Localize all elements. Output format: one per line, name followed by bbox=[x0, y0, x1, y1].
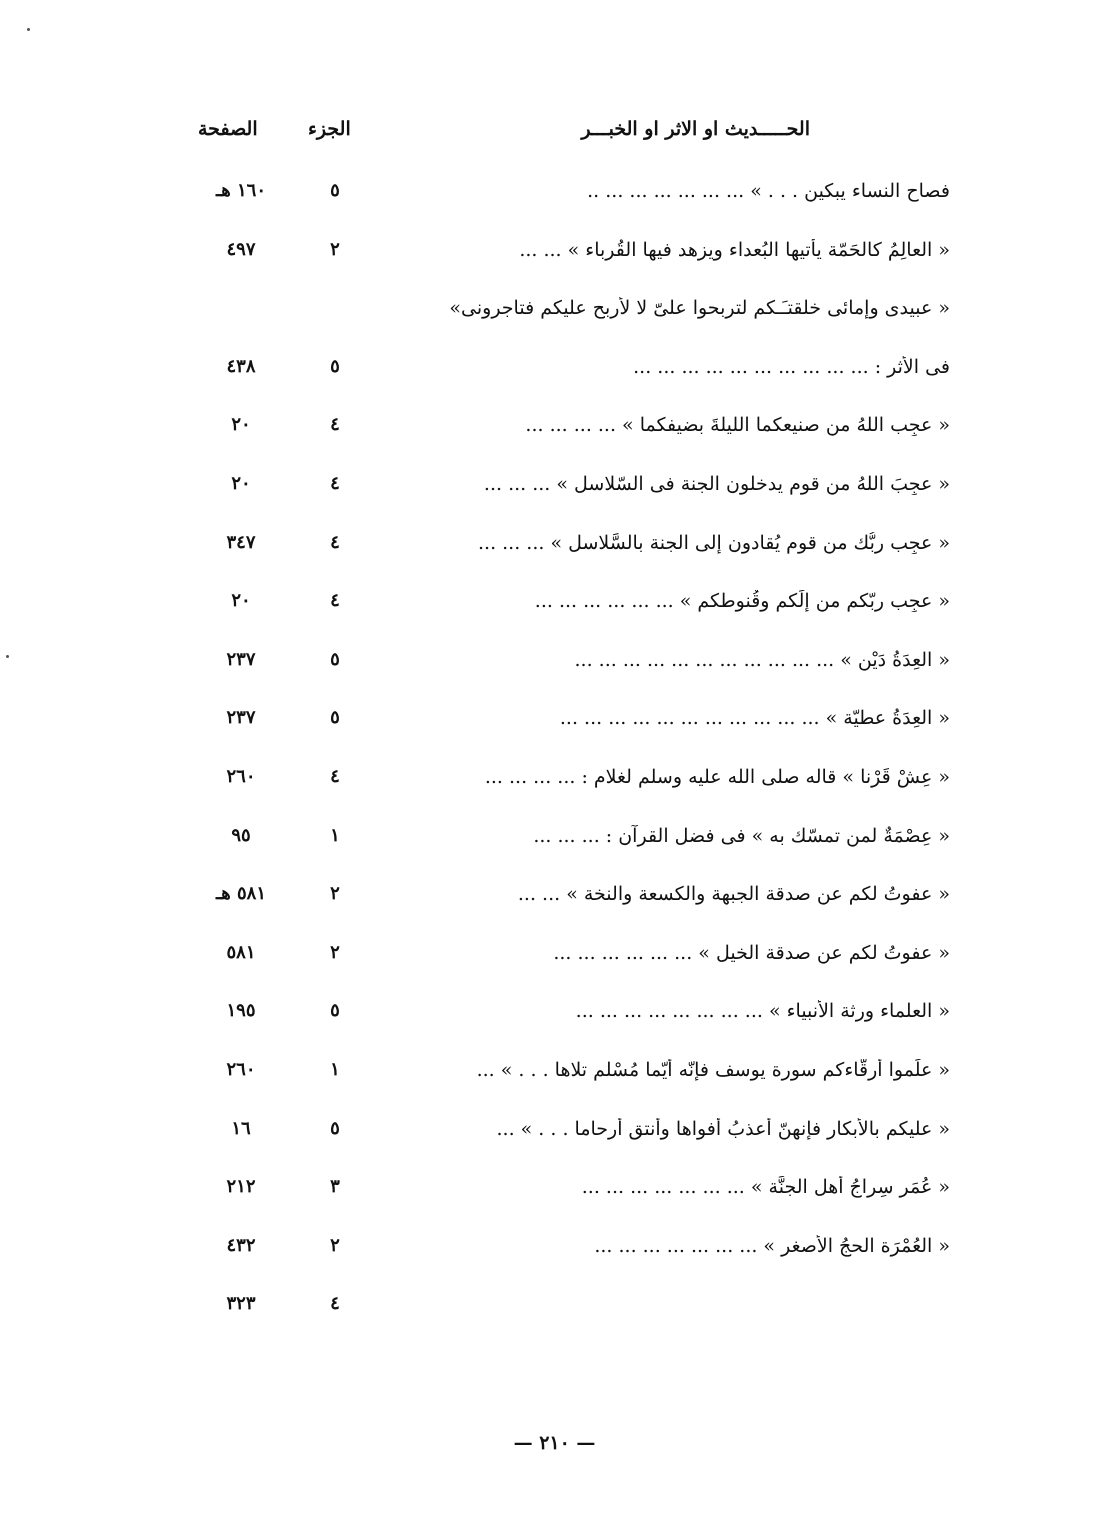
part-number-cell: ٣ bbox=[330, 1176, 340, 1198]
table-row bbox=[180, 580, 960, 639]
hadith-text-cell: « عجِب ربُّك من قوم يُقادون إلى الجنة بالسَّلاسل » ... ... ... bbox=[477, 531, 950, 554]
hadith-text-cell: « عجِبَ اللهُ من قوم يدخلون الجنة فى السّلاسل » ... ... ... bbox=[483, 472, 950, 495]
table-row bbox=[180, 1108, 960, 1167]
hadith-text-cell: « عِشْ قَرْنا » قاله صلى الله عليه وسلم لغلام : ... ... ... ... bbox=[484, 765, 950, 788]
table-row bbox=[180, 1049, 960, 1108]
part-number-cell: ٥ bbox=[330, 648, 340, 670]
part-number-cell: ٢ bbox=[330, 1234, 340, 1256]
page-number-cell: ١٦٠ هـ bbox=[215, 180, 267, 201]
page-number-cell: ٢٦٠ bbox=[226, 765, 256, 787]
hadith-text-cell: « العِدَةُ عطيّة » ... ... ... ... ... ... ... ... ... ... ... bbox=[559, 707, 950, 730]
hadith-text-cell: « عفوتُ لكم عن صدقة الخيل » ... ... ... ... ... ... bbox=[553, 941, 950, 964]
part-number-cell: ٤ bbox=[330, 1293, 340, 1315]
page-number-cell: ٥٨١ هـ bbox=[215, 883, 267, 905]
page-column-header: الصفحة bbox=[198, 118, 258, 140]
table-row bbox=[180, 229, 960, 288]
table-row bbox=[180, 1225, 960, 1284]
hadith-text-cell: « عليكم بالأبكار فإنهنّ أعذبُ أفواها وأنتق أرحاما . . . » ... bbox=[496, 1117, 950, 1140]
part-number-cell: ٤ bbox=[330, 590, 340, 612]
hadith-text-cell: « العلماء ورثة الأَنبياء » ... ... ... ... ... ... ... ... bbox=[575, 1000, 950, 1023]
text-column-header: الحـــــديث او الاثر او الخبـــر bbox=[581, 118, 810, 140]
part-number-cell: ٤ bbox=[330, 472, 340, 494]
part-number-cell: ٥ bbox=[330, 180, 340, 201]
table-row bbox=[180, 170, 960, 229]
page-number-cell: ٢١٢ bbox=[226, 1176, 256, 1198]
table-row bbox=[180, 404, 960, 463]
hadith-text-cell: « عفوتُ لكم عن صدقة الجبهة والكسعة والنخة » ... ... bbox=[517, 883, 950, 906]
hadith-text-cell: « العِدَةُ دَيْن » ... ... ... ... ... ... ... ... ... ... ... bbox=[574, 648, 950, 671]
page-number-cell: ٤٣٢ bbox=[226, 1234, 256, 1256]
hadith-text-cell: فى الأثر : ... ... ... ... ... ... ... ... ... ... bbox=[633, 355, 950, 378]
hadith-text-cell: « عجِب اللهُ من صنيعكما الليلةَ بضيفكما » ... ... ... ... bbox=[525, 414, 950, 437]
part-number-cell: ٤ bbox=[330, 765, 340, 787]
page-number-cell: ٢٦٠ bbox=[226, 1058, 256, 1080]
page-number-cell: ٣٤٧ bbox=[226, 531, 256, 553]
hadith-text-cell: « العالِمُ كالحَمّة يأْتيها البُعداء ويزهد فيها القُرباء » ... ... bbox=[519, 238, 950, 261]
scan-speck bbox=[6, 655, 9, 658]
part-column-header: الجزء bbox=[308, 118, 351, 140]
part-number-cell: ٥ bbox=[330, 1117, 340, 1139]
hadith-text-cell: « عبيدى وإمائى خلقتـَـكم لتربحوا علىّ لا لأربح عليكم فتاجرونى» bbox=[449, 297, 950, 320]
part-number-cell: ٤ bbox=[330, 414, 340, 436]
page-number-cell: ٤٣٨ bbox=[226, 355, 256, 377]
page-number-cell: ٢٣٧ bbox=[226, 707, 256, 729]
part-number-cell: ٢ bbox=[330, 883, 340, 905]
part-number-cell: ١ bbox=[330, 824, 340, 846]
hadith-text-cell: « عُمَر سِراجُ أهل الجنَّة » ... ... ... ... ... ... ... bbox=[581, 1176, 950, 1199]
table-row bbox=[180, 287, 960, 346]
table-row bbox=[180, 346, 960, 405]
page-number-cell: ٢٠ bbox=[231, 472, 251, 494]
page-number-cell: ٢٠ bbox=[231, 414, 251, 436]
part-number-cell: ٢ bbox=[330, 941, 340, 963]
page-number-footer: — ٢١٠ — bbox=[513, 1432, 596, 1454]
index-table bbox=[180, 170, 960, 1342]
part-number-cell: ٢ bbox=[330, 238, 340, 260]
part-number-cell: ٤ bbox=[330, 531, 340, 553]
page-number-cell: ٤٩٧ bbox=[226, 238, 256, 260]
page-number-cell: ٢٣٧ bbox=[226, 648, 256, 670]
table-row bbox=[180, 639, 960, 698]
page-number-cell: ١٦ bbox=[231, 1117, 251, 1139]
page-number-cell: ٥٨١ bbox=[226, 941, 256, 963]
part-number-cell: ٥ bbox=[330, 1000, 340, 1022]
part-number-cell: ٥ bbox=[330, 707, 340, 729]
table-row bbox=[180, 815, 960, 874]
table-row bbox=[180, 1283, 960, 1342]
page-number-cell: ١٩٥ bbox=[226, 1000, 256, 1022]
part-number-cell: ١ bbox=[330, 1058, 340, 1080]
hadith-text-cell: فصاح النساء يبكين . . . » ... ... ... ... ... ... .. bbox=[587, 180, 950, 202]
table-row bbox=[180, 873, 960, 932]
table-row bbox=[180, 756, 960, 815]
hadith-text-cell: « عِصْمَةٌ لمن تمسّك به » فى فضل القرآن : ... ... ... bbox=[533, 824, 950, 847]
table-row bbox=[180, 990, 960, 1049]
table-header bbox=[180, 112, 820, 152]
table-row bbox=[180, 932, 960, 991]
table-row bbox=[180, 697, 960, 756]
page-number-cell: ٣٢٣ bbox=[226, 1293, 256, 1315]
hadith-text-cell: « عجِب ربّكم من إلِّكم وقُنوطكم » ... ... ... ... ... ... bbox=[534, 590, 950, 613]
hadith-text-cell: « علِّموا أرقّاءكم سورة يوسف فإنّه أيّما مُسْلم تلاها . . . » ... bbox=[476, 1058, 950, 1081]
part-number-cell: ٥ bbox=[330, 355, 340, 377]
hadith-text-cell: « العُمْرَة الحجُ الأَصغر » ... ... ... ... ... ... ... bbox=[594, 1234, 950, 1257]
scan-speck bbox=[27, 28, 30, 31]
page-number-cell: ٩٥ bbox=[231, 824, 251, 846]
table-row bbox=[180, 463, 960, 522]
page-number-cell: ٢٠ bbox=[231, 590, 251, 612]
table-row bbox=[180, 522, 960, 581]
table-row bbox=[180, 1166, 960, 1225]
